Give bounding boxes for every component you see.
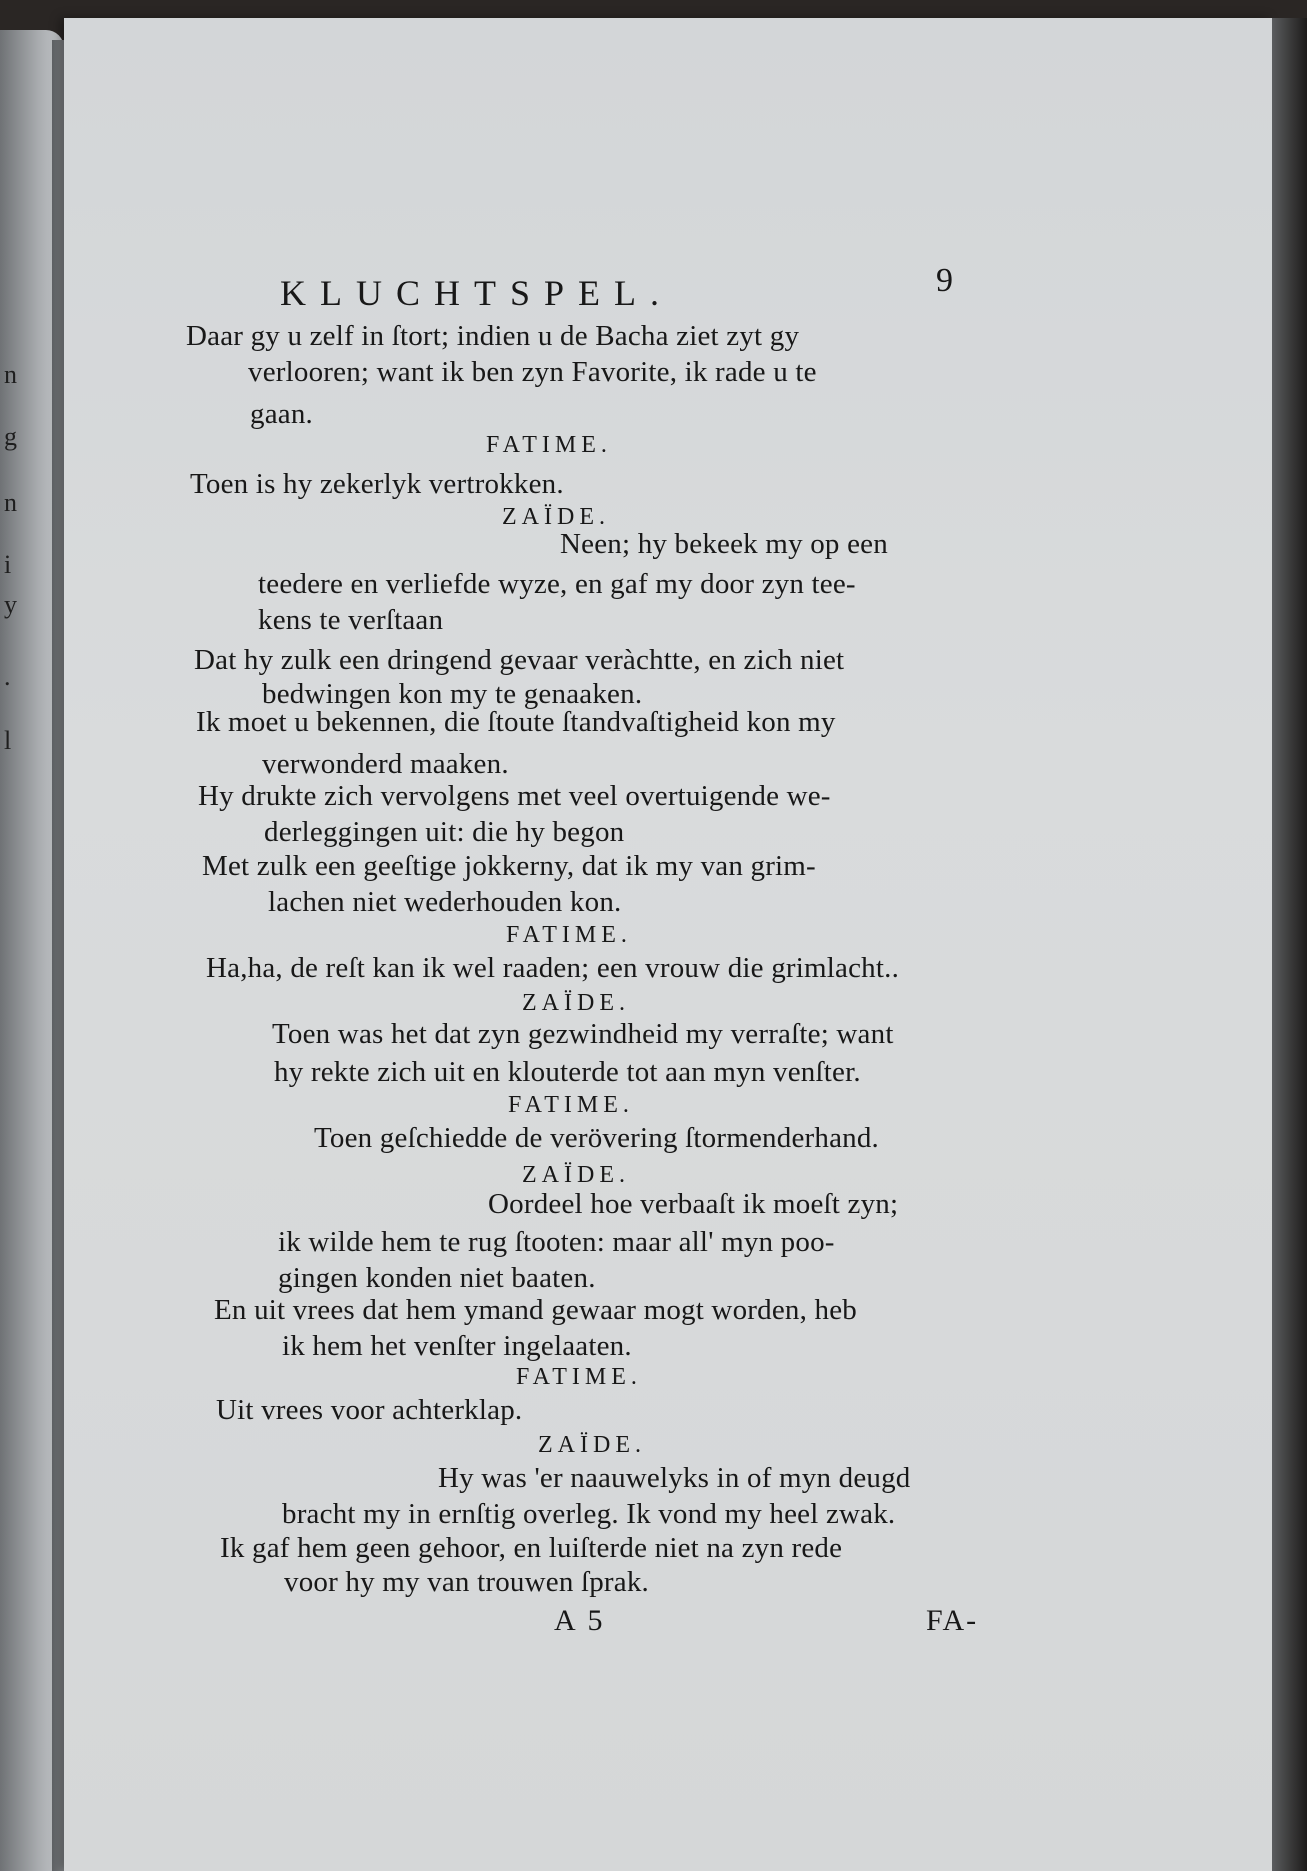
text-line: Ha,ha, de reſt kan ik wel raaden; een vrouw die grimlacht.. bbox=[206, 952, 900, 984]
left-page-fragment: . bbox=[4, 662, 11, 691]
text-line: Toen was het dat zyn gezwindheid my verraſte; want bbox=[272, 1018, 894, 1050]
text-line: Toen geſchiedde de verövering ſtormenderhand. bbox=[314, 1122, 879, 1154]
left-page-fragment: y bbox=[4, 590, 17, 619]
text-line: Ik moet u bekennen, die ſtoute ſtandvaſtigheid kon my bbox=[196, 706, 836, 738]
speaker-name: FATIME. bbox=[506, 922, 632, 948]
speaker-name: FATIME. bbox=[508, 1092, 634, 1118]
text-line: Toen is hy zekerlyk vertrokken. bbox=[190, 468, 564, 500]
text-line: verwonderd maaken. bbox=[262, 748, 509, 780]
speaker-name: ZAÏDE. bbox=[502, 504, 610, 530]
speaker-name: ZAÏDE. bbox=[522, 1162, 630, 1188]
speaker-name: FATIME. bbox=[486, 432, 612, 458]
text-line: gingen konden niet baaten. bbox=[278, 1262, 596, 1294]
speaker-name: ZAÏDE. bbox=[538, 1432, 646, 1458]
text-line: Hy drukte zich vervolgens met veel overtuigende we- bbox=[198, 780, 831, 812]
text-line: Neen; hy bekeek my op een bbox=[560, 528, 888, 560]
text-line: lachen niet wederhouden kon. bbox=[268, 886, 622, 918]
text-line: kens te verſtaan bbox=[258, 604, 444, 636]
text-line: verlooren; want ik ben zyn Favorite, ik rade u te bbox=[248, 356, 817, 388]
left-page-fragment: n bbox=[4, 488, 17, 517]
speaker-name: ZAÏDE. bbox=[522, 990, 630, 1016]
text-line: ik wilde hem te rug ſtooten: maar all' myn poo- bbox=[278, 1226, 835, 1258]
text-line: gaan. bbox=[250, 398, 313, 430]
signature-mark: A 5 bbox=[554, 1604, 606, 1637]
text-line: derleggingen uit: die hy begon bbox=[264, 816, 625, 848]
speaker-name: FATIME. bbox=[516, 1364, 642, 1390]
text-line: Ik gaf hem geen gehoor, en luiſterde niet na zyn rede bbox=[220, 1532, 843, 1564]
page-number: 9 bbox=[936, 262, 953, 299]
text-line: Oordeel hoe verbaaſt ik moeſt zyn; bbox=[488, 1188, 899, 1220]
text-line: bedwingen kon my te genaaken. bbox=[262, 678, 643, 710]
text-line: ik hem het venſter ingelaaten. bbox=[282, 1330, 632, 1362]
text-line: Met zulk een geeſtige jokkerny, dat ik my van grim- bbox=[202, 850, 816, 882]
text-line: teedere en verliefde wyze, en gaf my door zyn tee- bbox=[258, 568, 856, 600]
left-page-fragment: g bbox=[4, 422, 17, 451]
text-line: Dat hy zulk een dringend gevaar veràchtte, en zich niet bbox=[194, 644, 845, 676]
text-line: Daar gy u zelf in ſtort; indien u de Bacha ziet zyt gy bbox=[186, 320, 800, 352]
text-line: hy rekte zich uit en klouterde tot aan myn venſter. bbox=[274, 1056, 861, 1088]
left-page-fragment: l bbox=[4, 726, 12, 755]
text-line: Uit vrees voor achterklap. bbox=[216, 1394, 523, 1426]
text-line: bracht my in ernſtig overleg. Ik vond my heel zwak. bbox=[282, 1498, 896, 1530]
left-page-fragment: i bbox=[4, 550, 12, 579]
text-line: En uit vrees dat hem ymand gewaar mogt worden, heb bbox=[214, 1294, 857, 1326]
text-line: voor hy my van trouwen ſprak. bbox=[284, 1566, 650, 1598]
left-page-fragment: n bbox=[4, 360, 17, 389]
text-line: Hy was 'er naauwelyks in of myn deugd bbox=[438, 1462, 911, 1494]
catchword: FA- bbox=[926, 1604, 979, 1637]
running-head: KLUCHTSPEL. bbox=[280, 273, 674, 313]
